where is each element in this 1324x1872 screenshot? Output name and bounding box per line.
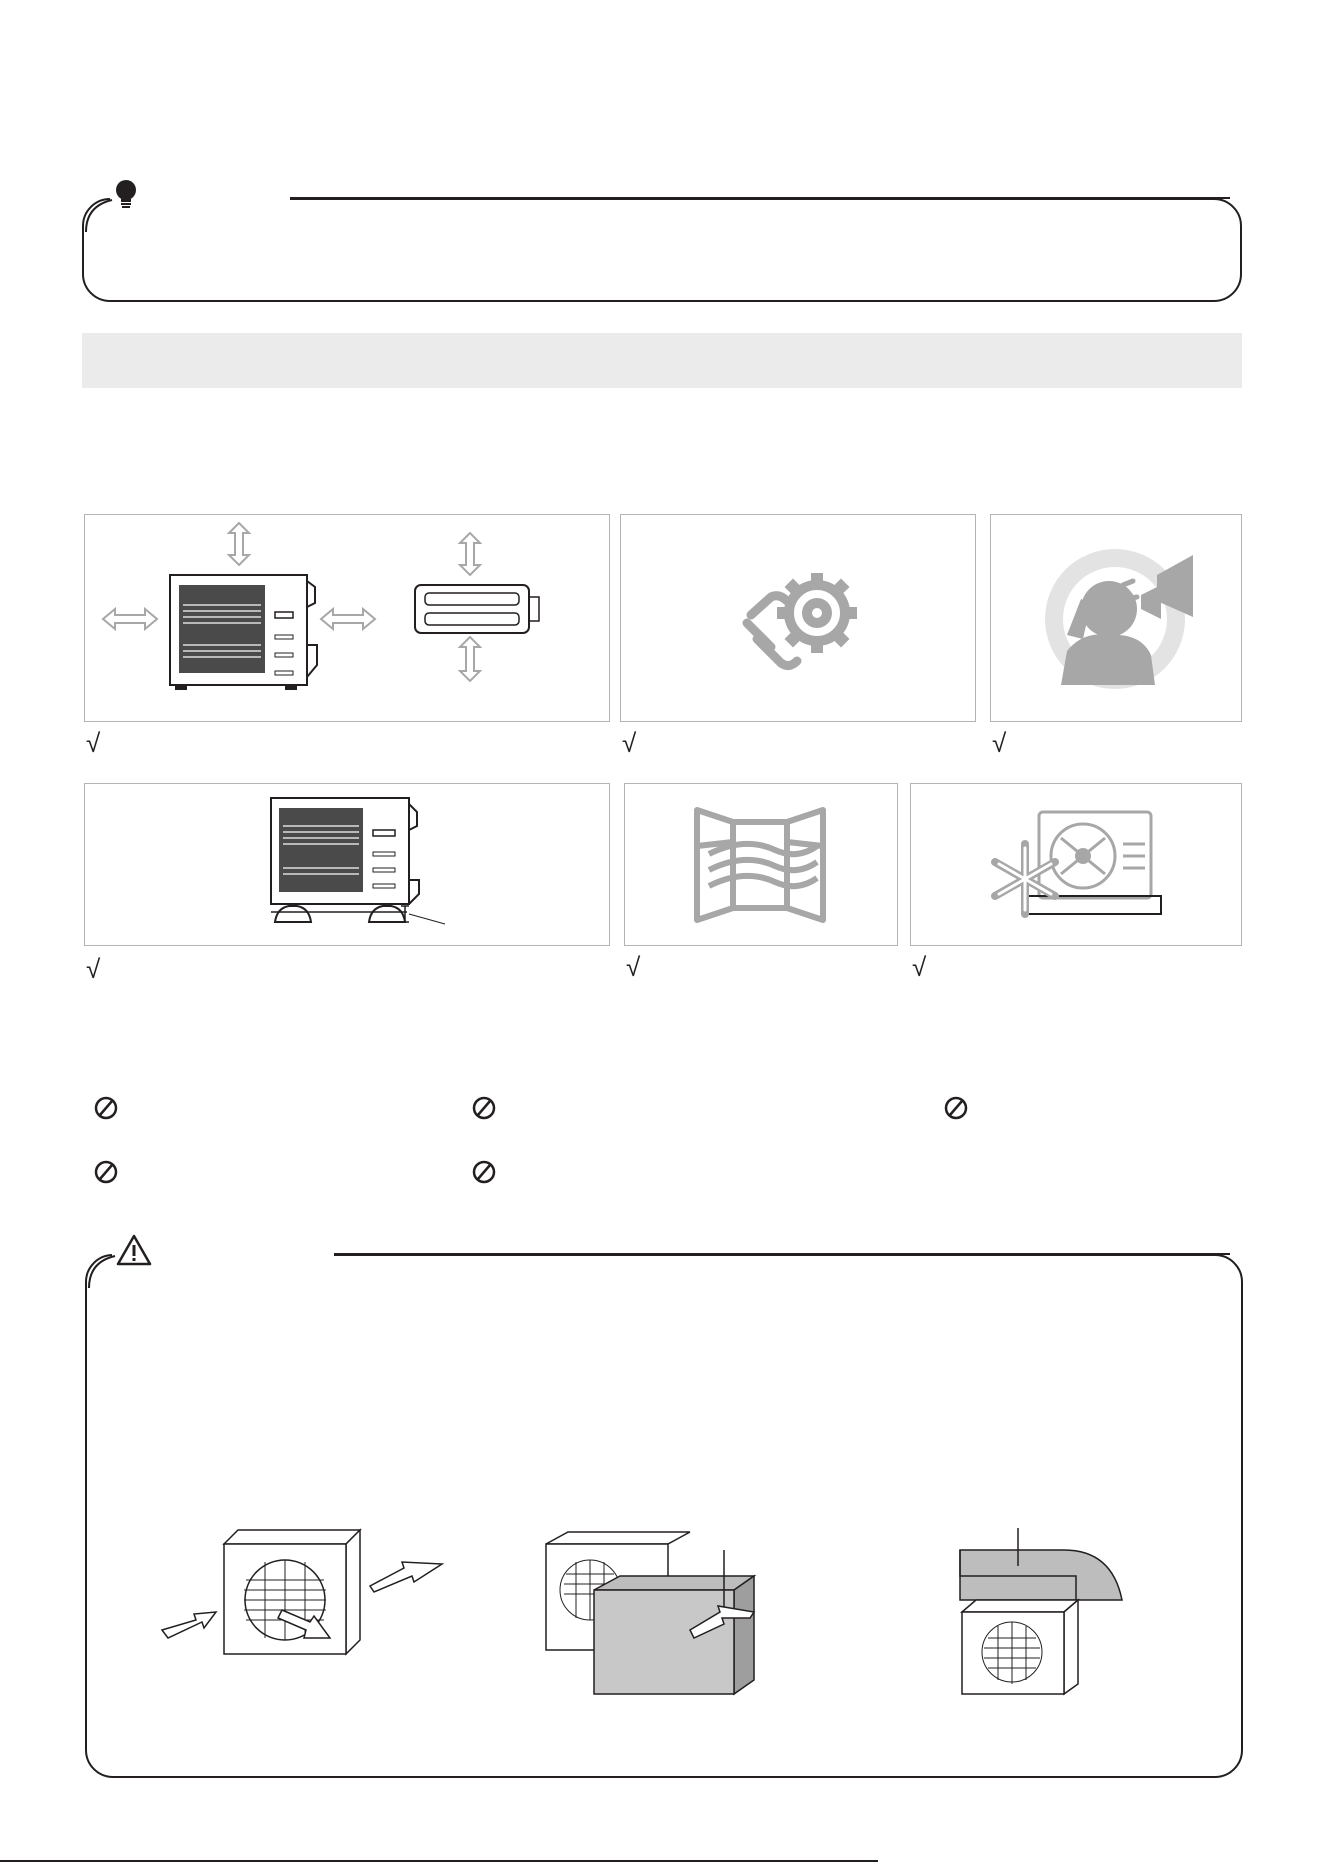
- panel-clearance: [84, 514, 610, 722]
- prohibited-icon: [472, 1160, 496, 1184]
- prohibited-icon: [94, 1160, 118, 1184]
- panel-maintenance: [620, 514, 976, 722]
- panel-noise: [990, 514, 1242, 722]
- unit-airflow-illustration: [160, 1530, 450, 1670]
- unit-shielded-illustration: [540, 1520, 770, 1700]
- checkmark-icon: √: [622, 728, 637, 758]
- panel-snow: [910, 783, 1242, 946]
- gears-chain-icon: [621, 515, 977, 723]
- unit-with-awning-illustration: [958, 1528, 1128, 1698]
- prohibited-icon: [94, 1096, 118, 1120]
- checkmark-icon: √: [86, 954, 101, 984]
- lightbulb-icon: [113, 178, 139, 212]
- unit-on-feet-icon: [85, 784, 611, 947]
- checkmark-icon: √: [992, 728, 1007, 758]
- footer-line: [0, 1860, 878, 1862]
- note-header-line: [290, 197, 1230, 199]
- panel-raised-base: [84, 783, 610, 946]
- section-title-bar: [82, 333, 1242, 388]
- warning-triangle-icon: [116, 1234, 152, 1266]
- note-box: [82, 198, 1242, 302]
- panel-wind: [624, 783, 898, 946]
- person-noise-icon: [991, 515, 1243, 723]
- checkmark-icon: √: [912, 952, 927, 982]
- prohibited-icon: [472, 1096, 496, 1120]
- checkmark-icon: √: [86, 728, 101, 758]
- snowflake-unit-icon: [911, 784, 1243, 947]
- wind-window-icon: [625, 784, 899, 947]
- clearance-arrows-icon: [85, 515, 611, 723]
- checkmark-icon: √: [626, 952, 641, 982]
- prohibited-icon: [944, 1096, 968, 1120]
- caution-header-line: [334, 1253, 1230, 1255]
